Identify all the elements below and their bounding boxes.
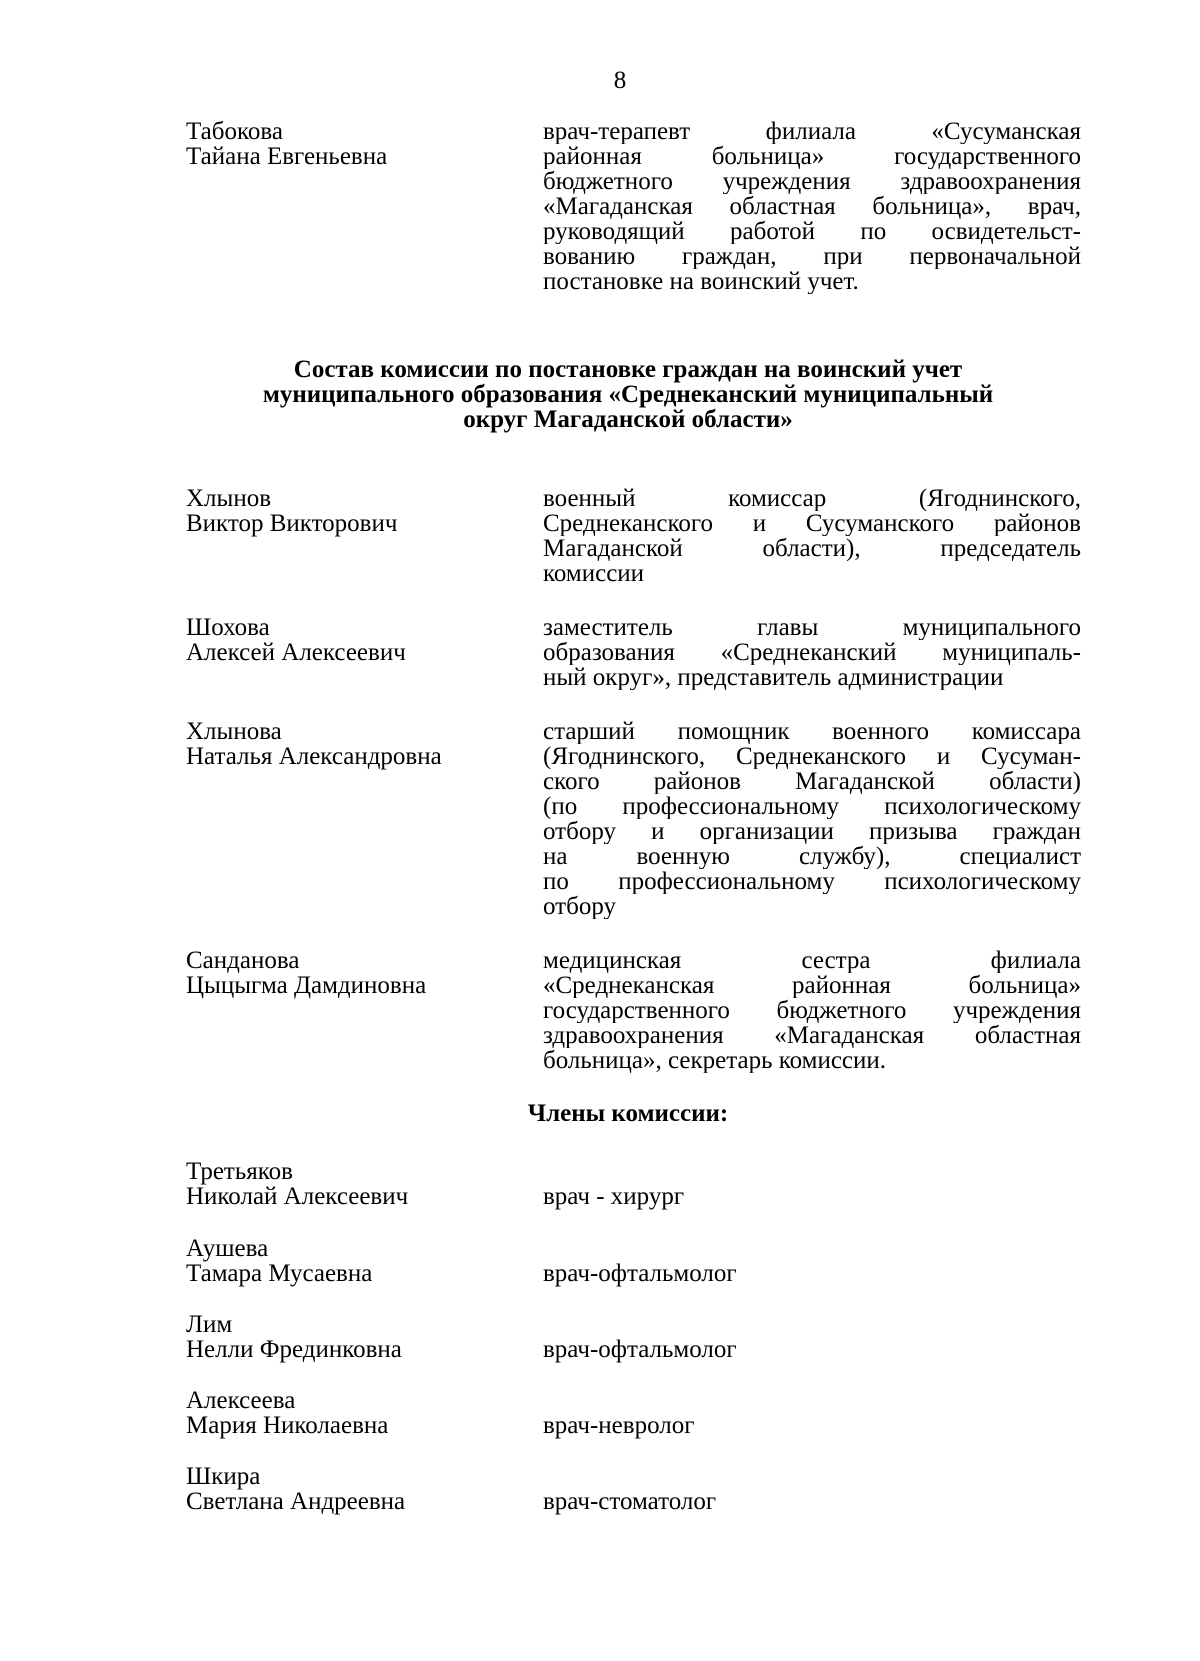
person-given-name: Тайана Евгеньевна: [186, 143, 388, 170]
person-given-name: Наталья Александровна: [186, 743, 442, 770]
person-surname: Хлынов: [186, 485, 272, 512]
role-line: на военную службу), специалист: [543, 844, 1081, 869]
person-given-name: Тамара Мусаевна: [186, 1260, 373, 1287]
role-line: старший помощник военного комиссара: [543, 719, 1081, 744]
person-name: [186, 1312, 526, 1362]
person-role: врач-невролог: [543, 1412, 695, 1439]
person-role: врач-офтальмолог: [543, 1336, 737, 1363]
person-surname: Шкира: [186, 1463, 261, 1490]
person-role: врач - хирург: [543, 1183, 685, 1210]
person-role: [543, 948, 1081, 1073]
person-name: [186, 719, 526, 769]
role-line: «Среднеканская районная больница»: [543, 973, 1081, 998]
role-line: комиссии: [543, 561, 645, 586]
person-surname: Хлынова: [186, 718, 282, 745]
person-name: [186, 1388, 526, 1438]
person-role: [543, 119, 1081, 294]
person-given-name: Цыцыгма Дамдиновна: [186, 972, 427, 999]
role-line: Магаданской области), председатель: [543, 536, 1081, 561]
role-line: государственного бюджетного учреждения: [543, 998, 1081, 1023]
person-surname: Шохова: [186, 614, 270, 641]
role-line: Среднеканского и Сусуманского районов: [543, 511, 1081, 536]
person-name: [186, 119, 526, 169]
person-name: [186, 615, 526, 665]
person-name: [186, 1464, 526, 1514]
person-surname: Лим: [186, 1311, 233, 1338]
person-name: [186, 1236, 526, 1286]
page-number: 8: [613, 67, 627, 94]
role-line: здравоохранения «Магаданская областная: [543, 1023, 1081, 1048]
role-line: ского районов Магаданской области): [543, 769, 1081, 794]
person-role: врач-офтальмолог: [543, 1260, 737, 1287]
role-line: ный округ», представитель администрации: [543, 665, 1004, 690]
role-line: по профессиональному психологическому: [543, 869, 1081, 894]
person-surname: Алексеева: [186, 1387, 296, 1414]
role-line: врач-терапевт филиала «Сусуманская: [543, 119, 1081, 144]
section-title-line: муниципального образования «Среднеканский муниципальный: [262, 381, 994, 408]
person-given-name: Виктор Викторович: [186, 510, 398, 537]
person-surname: Санданова: [186, 947, 300, 974]
role-line: отбору: [543, 894, 616, 919]
person-role: [543, 615, 1081, 690]
members-heading: Члены комиссии:: [527, 1100, 729, 1127]
person-name: [186, 948, 526, 998]
person-given-name: Мария Николаевна: [186, 1412, 389, 1439]
section-title-line: округ Магаданской области»: [463, 406, 793, 433]
person-given-name: Николай Алексеевич: [186, 1183, 409, 1210]
role-line: медицинская сестра филиала: [543, 948, 1081, 973]
person-role: [543, 486, 1081, 586]
role-line: руководящий работой по освидетельст-: [543, 219, 1081, 244]
person-role: врач-стоматолог: [543, 1488, 717, 1515]
section-title-line: Состав комиссии по постановке граждан на воинский учет: [293, 356, 963, 383]
role-line: отбору и организации призыва граждан: [543, 819, 1081, 844]
role-line: вованию граждан, при первоначальной: [543, 244, 1081, 269]
person-name: [186, 1159, 526, 1209]
role-line: больница», секретарь комиссии.: [543, 1048, 887, 1073]
role-line: заместитель главы муниципального: [543, 615, 1081, 640]
person-given-name: Нелли Фрединковна: [186, 1336, 402, 1363]
section-title: [0, 357, 1200, 432]
role-line: образования «Среднеканский муниципаль-: [543, 640, 1081, 665]
role-line: районная больница» государственного: [543, 144, 1081, 169]
person-given-name: Алексей Алексеевич: [186, 639, 406, 666]
role-line: (Ягоднинского, Среднеканского и Сусуман-: [543, 744, 1081, 769]
role-line: (по профессиональному психологическому: [543, 794, 1081, 819]
role-line: бюджетного учреждения здравоохранения: [543, 169, 1081, 194]
person-surname: Табокова: [186, 118, 283, 145]
person-surname: Аушева: [186, 1235, 269, 1262]
role-line: «Магаданская областная больница», врач,: [543, 194, 1081, 219]
role-line: военный комиссар (Ягоднинского,: [543, 486, 1081, 511]
person-given-name: Светлана Андреевна: [186, 1488, 406, 1515]
person-role: [543, 719, 1081, 919]
person-name: [186, 486, 526, 536]
person-surname: Третьяков: [186, 1158, 293, 1185]
role-line: постановке на воинский учет.: [543, 269, 859, 294]
